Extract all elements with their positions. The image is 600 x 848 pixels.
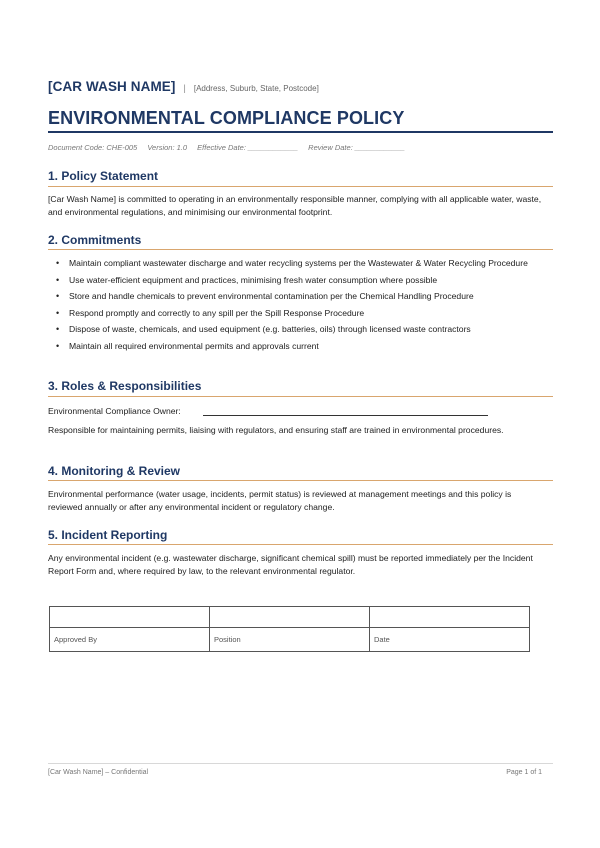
roles-text: Responsible for maintaining permits, liaising with regulators, and ensuring staff are trained in environmental procedures. xyxy=(48,425,504,435)
review-date: Review Date: ____________ xyxy=(308,143,405,152)
document-version: Version: 1.0 xyxy=(147,143,188,152)
approved-by-label: Approved By xyxy=(50,628,210,652)
compliance-owner-blank-line[interactable] xyxy=(203,415,488,416)
effective-date: Effective Date: ____________ xyxy=(197,143,299,152)
section-title-policy-statement: 1. Policy Statement xyxy=(48,169,159,183)
document-page xyxy=(48,0,553,848)
footer-confidential: [Car Wash Name] – Confidential xyxy=(48,769,149,776)
header-separator: | xyxy=(183,83,186,93)
business-name: [CAR WASH NAME] xyxy=(48,79,176,94)
section-divider xyxy=(48,480,553,481)
list-item: • Respond promptly and correctly to any spill per the Spill Response Procedure xyxy=(48,307,548,319)
section-title-incident-reporting: 5. Incident Reporting xyxy=(48,528,168,542)
section-title-monitoring: 4. Monitoring & Review xyxy=(48,464,181,478)
list-item: • Maintain compliant wastewater discharge and water recycling systems per the Wastewater & Water Recycling Procedure xyxy=(48,257,548,269)
document-title: ENVIRONMENTAL COMPLIANCE POLICY xyxy=(48,108,405,128)
footer-divider xyxy=(48,763,553,764)
business-address: [Address, Suburb, State, Postcode] xyxy=(193,84,319,93)
date-field[interactable] xyxy=(370,607,530,628)
table-row xyxy=(50,607,530,628)
title-divider xyxy=(48,131,553,133)
section-divider xyxy=(48,544,553,545)
section-title-commitments: 2. Commitments xyxy=(48,233,142,247)
approval-table xyxy=(49,606,530,652)
policy-statement-text: [Car Wash Name] is committed to operating in an environmentally responsible manner, complying with all applicable water, waste, and environmental regulations, and minimising our environmental footprint. xyxy=(48,194,542,217)
approved-by-field[interactable] xyxy=(50,607,210,628)
document-meta xyxy=(48,143,413,152)
letterhead xyxy=(48,79,319,94)
list-item: • Dispose of waste, chemicals, and used equipment (e.g. batteries, oils) through licensed waste contractors xyxy=(48,323,548,335)
list-item: • Maintain all required environmental permits and approvals current xyxy=(48,340,548,352)
position-field[interactable] xyxy=(210,607,370,628)
date-label: Date xyxy=(370,628,530,652)
section-divider xyxy=(48,396,553,397)
monitoring-text: Environmental performance (water usage, incidents, permit status) is reviewed at management meetings and this policy is reviewed annually or after any environmental incident or regulatory change. xyxy=(48,489,512,512)
section-title-roles: 3. Roles & Responsibilities xyxy=(48,379,202,393)
document-code: Document Code: CHE-005 xyxy=(48,143,138,152)
table-row xyxy=(50,628,530,652)
section-divider xyxy=(48,186,553,187)
list-item: • Use water-efficient equipment and practices, minimising fresh water consumption where possible xyxy=(48,274,548,286)
commitments-list xyxy=(48,257,548,356)
position-label: Position xyxy=(210,628,370,652)
incident-reporting-text: Any environmental incident (e.g. wastewater discharge, significant chemical spill) must be reported immediately per the Incident Report Form and, where required by law, to the relevant environmental regulator. xyxy=(48,553,533,576)
list-item: • Store and handle chemicals to prevent environmental contamination per the Chemical Handling Procedure xyxy=(48,290,548,302)
page-number: Page 1 of 1 xyxy=(506,769,542,776)
section-divider xyxy=(48,249,553,250)
compliance-owner-label: Environmental Compliance Owner: xyxy=(48,406,181,416)
